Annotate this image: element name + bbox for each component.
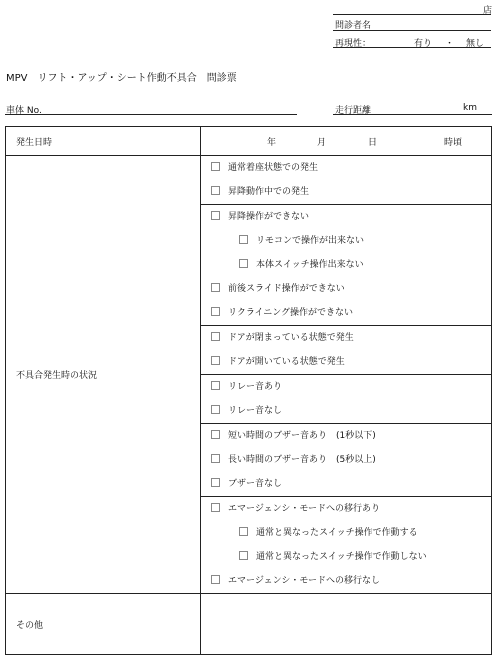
option-label: エマージェンシ・モードへの移行あり — [228, 504, 381, 514]
checkbox-icon[interactable] — [211, 381, 220, 390]
option-label: リレー音なし — [228, 406, 283, 416]
checkbox-icon[interactable] — [211, 186, 220, 195]
checkbox-icon[interactable] — [211, 283, 220, 292]
checkbox-icon[interactable] — [211, 307, 220, 316]
option-checkbox-subitem[interactable] — [201, 521, 491, 545]
option-label: ブザー音なし — [228, 479, 283, 489]
option-label: 前後スライド操作ができない — [228, 284, 345, 294]
option-label: 短い時間のブザー音あり (1秒以下) — [228, 431, 376, 441]
symptom-group-relay — [201, 374, 491, 423]
option-label: リクライニング操作ができない — [228, 308, 354, 318]
checkbox-icon[interactable] — [211, 430, 220, 439]
symptom-group-emergency — [201, 496, 491, 593]
other-label: その他 — [6, 594, 201, 655]
checkbox-icon[interactable] — [211, 503, 220, 512]
symptom-group-operation — [201, 204, 491, 325]
option-checkbox-subitem[interactable] — [201, 229, 491, 253]
checkbox-icon[interactable] — [211, 332, 220, 341]
time-unit: 時頃 — [444, 138, 463, 148]
date-label: 発生日時 — [6, 127, 201, 156]
option-checkbox-item[interactable] — [201, 205, 491, 229]
option-label: エマージェンシ・モードへの移行なし — [228, 576, 381, 586]
checkbox-icon[interactable] — [211, 575, 220, 584]
symptom-group-door — [201, 325, 491, 374]
checkbox-icon[interactable] — [239, 235, 248, 244]
option-label: ドアが閉まっている状態で発生 — [228, 333, 354, 343]
option-label: ドアが開いている状態で発生 — [228, 357, 345, 367]
option-label: リレー音あり — [228, 382, 283, 392]
checkbox-icon[interactable] — [211, 162, 220, 171]
option-label: 通常着座状態での発生 — [228, 163, 319, 173]
interviewer-name-line — [333, 30, 491, 31]
shop-suffix: 店 — [483, 6, 493, 16]
option-checkbox-item[interactable] — [201, 301, 491, 325]
symptom-row — [6, 156, 492, 594]
other-row — [6, 594, 492, 655]
option-checkbox-item[interactable] — [201, 569, 491, 593]
shop-name-line — [333, 14, 491, 15]
mileage-label: 走行距離 — [335, 106, 372, 116]
checkbox-icon[interactable] — [239, 527, 248, 536]
reproducibility-no-option[interactable]: 無し — [466, 39, 485, 49]
day-unit: 日 — [368, 138, 378, 148]
checkbox-icon[interactable] — [211, 478, 220, 487]
symptom-group-seat-state — [201, 156, 491, 204]
option-checkbox-subitem[interactable] — [201, 253, 491, 277]
option-checkbox-subitem[interactable] — [201, 545, 491, 569]
page-title: MPV リフト・アップ・シート作動不具合 問診票 — [6, 73, 237, 84]
option-checkbox-item[interactable] — [201, 180, 491, 204]
questionnaire-table — [5, 126, 492, 655]
chassis-number-field[interactable] — [5, 114, 297, 115]
option-checkbox-item[interactable] — [201, 448, 491, 472]
option-checkbox-item[interactable] — [201, 399, 491, 423]
reproducibility-label: 再現性： — [335, 39, 372, 49]
year-unit: 年 — [267, 138, 277, 148]
option-label: 本体スイッチ操作出来ない — [256, 260, 364, 270]
option-label: リモコンで操作が出来ない — [256, 236, 365, 246]
checkbox-icon[interactable] — [239, 259, 248, 268]
option-checkbox-item[interactable] — [201, 424, 491, 448]
option-label: 通常と異なったスイッチ操作で作動しない — [256, 552, 427, 562]
option-label: 昇降操作ができない — [228, 212, 310, 222]
chassis-number-label: 車体 No. — [6, 106, 42, 116]
symptom-label: 不具合発生時の状況 — [6, 156, 201, 594]
option-checkbox-item[interactable] — [201, 277, 491, 301]
month-unit: 月 — [317, 138, 327, 148]
reproducibility-separator: ・ — [445, 39, 455, 49]
mileage-field[interactable] — [333, 114, 492, 115]
interviewer-label: 問診者名 — [335, 21, 372, 31]
date-row — [6, 127, 492, 156]
reproducibility-yes-option[interactable]: 有り — [414, 39, 433, 49]
option-checkbox-item[interactable] — [201, 472, 491, 496]
option-label: 昇降動作中での発生 — [228, 187, 310, 197]
option-label: 通常と異なったスイッチ操作で作動する — [256, 528, 418, 538]
checkbox-icon[interactable] — [211, 405, 220, 414]
symptom-options — [201, 156, 492, 594]
checkbox-icon[interactable] — [211, 211, 220, 220]
checkbox-icon[interactable] — [211, 454, 220, 463]
option-checkbox-item[interactable] — [201, 375, 491, 399]
mileage-unit: km — [463, 103, 477, 113]
reproducibility-line — [333, 47, 491, 48]
checkbox-icon[interactable] — [211, 356, 220, 365]
option-checkbox-item[interactable] — [201, 326, 491, 350]
option-checkbox-item[interactable] — [201, 156, 491, 180]
checkbox-icon[interactable] — [239, 551, 248, 560]
option-checkbox-item[interactable] — [201, 497, 491, 521]
option-label: 長い時間のブザー音あり (5秒以上) — [228, 455, 376, 465]
option-checkbox-item[interactable] — [201, 350, 491, 374]
symptom-group-buzzer — [201, 423, 491, 496]
other-field[interactable] — [201, 594, 492, 655]
date-field[interactable] — [201, 127, 492, 156]
